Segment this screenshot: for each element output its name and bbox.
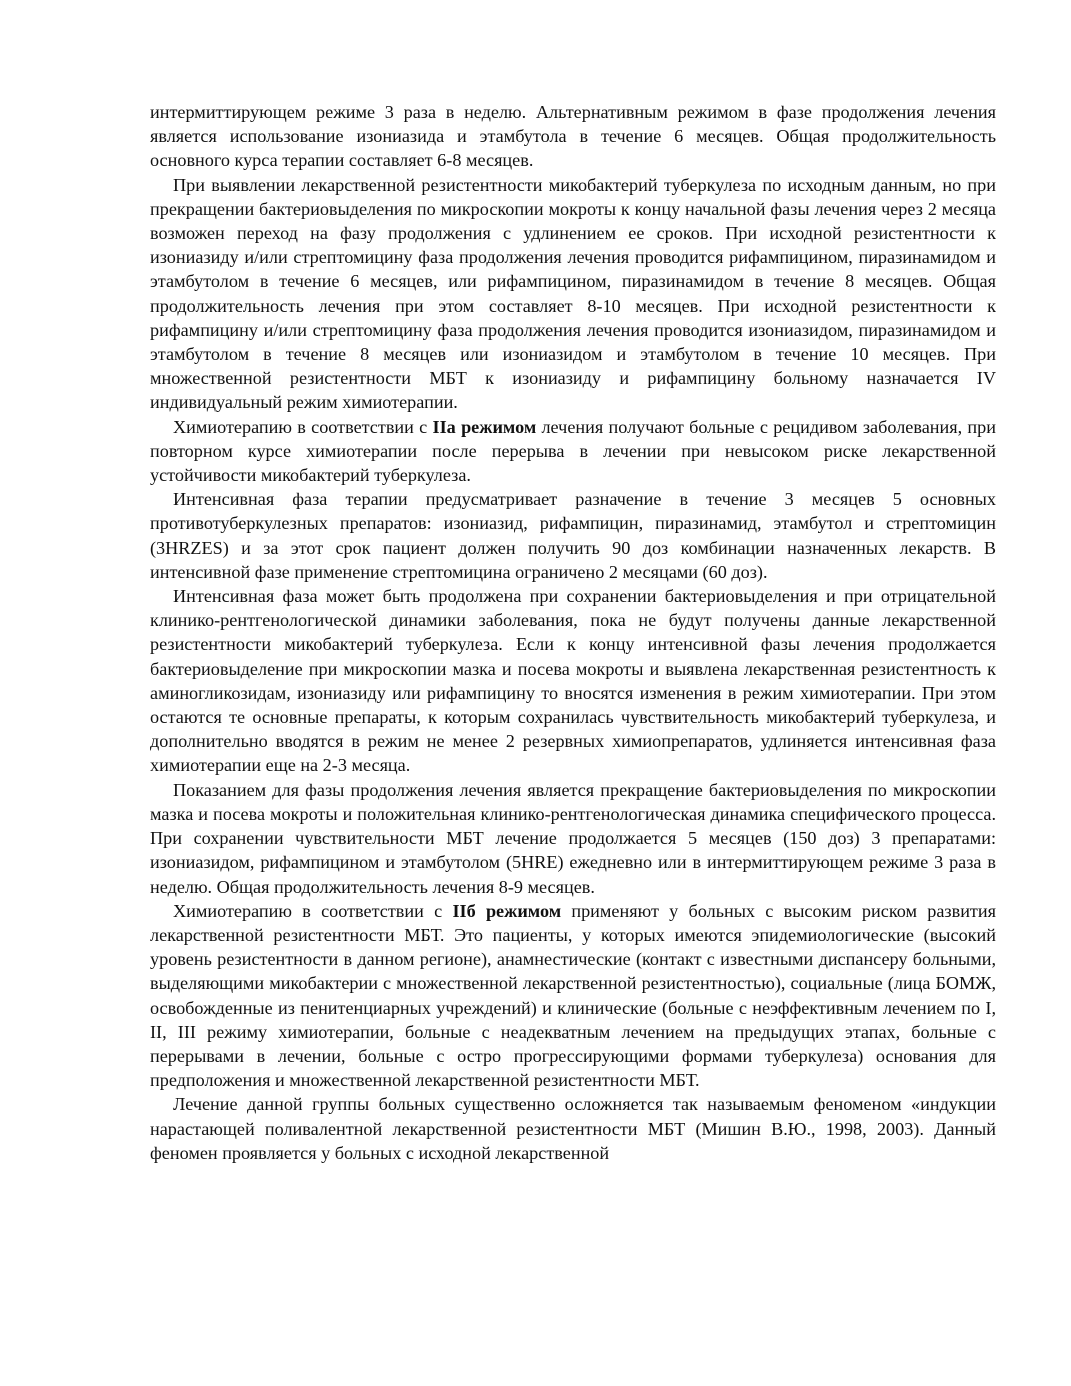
document-page bbox=[150, 100, 996, 1165]
paragraph-8: Лечение данной группы больных существенно осложняется так называемым феноменом «индукции нарастающей поливалентной лекарственной резистентности МБТ (Мишин В.Ю., 1998, 2003). Данный феномен проявляется у больных с исходной лекарственной bbox=[150, 1094, 996, 1163]
paragraph-7-lead: Химиотерапию в соответствии с bbox=[173, 900, 453, 921]
paragraph-2: При выявлении лекарственной резистентности микобактерий туберкулеза по исходным данным, но при прекращении бактериовыделения по микроскопии мокроты к концу начальной фазы лечения через 2 месяца возможен переход на фазу продолжения с удлинением ее сроков. При исходной резистентности к изониазиду и/или стрептомицину фаза продолжения лечения проводится рифампицином, пиразинамидом и этамбутолом в течение 6 месяцев, или рифампицином, пиразинамидом в течение 8 месяцев. Общая продолжительность лечения при этом составляет 8-10 месяцев. При исходной резистентности к рифампицину и/или стрептомицину фаза продолжения лечения проводится изониазидом, пиразинамидом и этамбутолом в течение 8 месяцев или изониазидом и этамбутолом в течение 10 месяцев. При множественной резистентности МБТ к изониазиду и рифампицину больному назначается IV индивидуальный режим химиотерапии. bbox=[150, 174, 996, 413]
paragraph-7-rest: применяют у больных с высоким риском развития лекарственной резистентности МБТ. Это пациенты, у которых имеются эпидемиологические (высокий уровень резистентности в данном регионе), анамнестические (контакт с известными диспансеру больными, выделяющими микобактерии с множественной лекарственной резистентностью), социальные (лица БОМЖ, освобожденные из пенитенциарных учреждений) и клинические (больные с неэффективным лечением по I, II, III режиму химиотерапии, больные с неадекватным лечением на предыдущих этапах, больные с перерывами в лечении, больные с остро прогрессирующими формами туберкулеза) основания для предположения и множественной лекарственной резистентности МБТ. bbox=[150, 900, 996, 1091]
regimen-2b-term: IIб режимом bbox=[452, 900, 562, 921]
paragraph-4: Интенсивная фаза терапии предусматривает разначение в течение 3 месяцев 5 основных противотуберкулезных препаратов: изониазид, рифампицин, пиразинамид, этамбутол и стрептомицин (3HRZES) и за этот срок пациент должен получить 90 доз комбинации назначенных лекарств. В интенсивной фазе применение стрептомицина ограничено 2 месяцами (60 доз). bbox=[150, 489, 996, 582]
paragraph-5: Интенсивная фаза может быть продолжена при сохранении бактериовыделения и при отрицательной клинико-рентгенологической динамики заболевания, пока не будут получены данные лекарственной резистентности микобактерий туберкулеза. Если к концу интенсивной фазы лечения продолжается бактериовыделение при микроскопии мазка и посева мокроты и выявлена лекарственная резистентность к аминогликозидам, изониазиду или рифампицину то вносятся изменения в режим химиотерапии. При этом остаются те основные препараты, к которым сохранилась чувствительность микобактерий туберкулеза, и дополнительно вводятся в режим не менее 2 резервных химиопрепаратов, удлиняется интенсивная фаза химиотерапии еще на 2-3 месяца. bbox=[150, 586, 996, 776]
regimen-2a-term: IIa режимом bbox=[432, 416, 537, 437]
paragraph-3-rest: лечения получают больные с рецидивом заболевания, при повторном курсе химиотерапии после перерыва в лечении при невысоком риске лекарственной устойчивости микобактерий туберкулеза. bbox=[150, 416, 996, 486]
paragraph-6: Показанием для фазы продолжения лечения является прекращение бактериовыделения по микроскопии мазка и посева мокроты и положительная клинико-рентгенологическая динамика специфического процесса. При сохранении чувствительности МБТ лечение продолжается 5 месяцев (150 доз) 3 препаратами: изониазидом, рифампицином и этамбутолом (5HRE) ежедневно или в интермиттирующем режиме 3 раза в неделю. Общая продолжительность лечения 8-9 месяцев. bbox=[150, 779, 996, 897]
paragraph-7 bbox=[150, 899, 996, 1093]
paragraph-3-lead: Химиотерапию в соответствии с bbox=[173, 416, 433, 437]
paragraph-3 bbox=[150, 415, 996, 488]
paragraph-1: интермиттирующем режиме 3 раза в неделю. Альтернативным режимом в фазе продолжения лечения является использование изониазида и этамбутола в течение 6 месяцев. Общая продолжительность основного курса терапии составляет 6-8 месяцев. bbox=[150, 102, 996, 171]
